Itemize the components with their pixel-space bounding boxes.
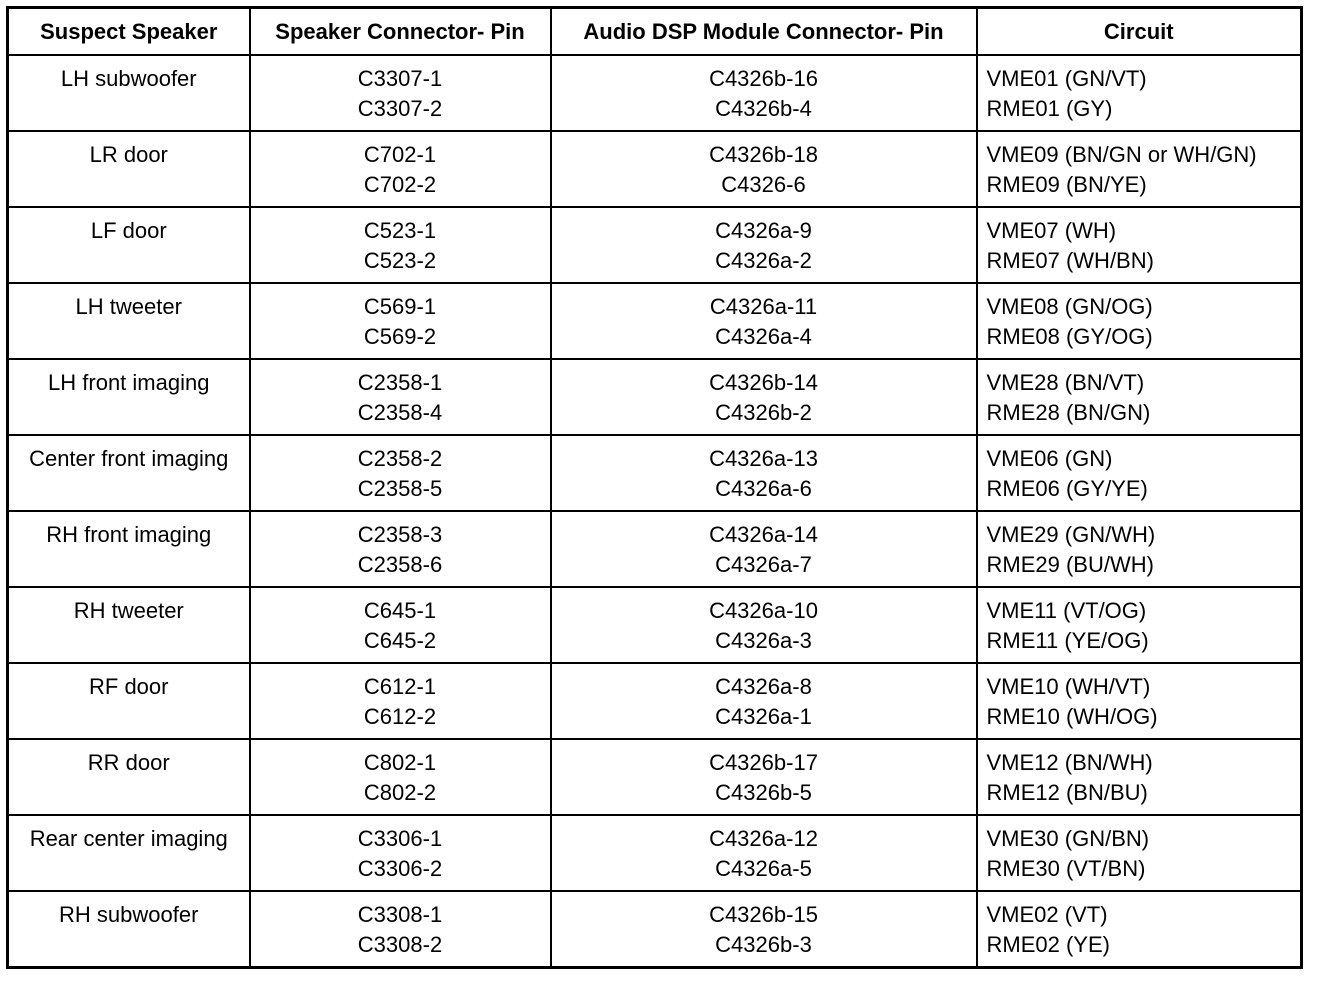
dsp-connector-pin: C4326a-3: [715, 628, 812, 653]
speaker-connector-pin: C3308-2: [357, 932, 443, 957]
header-dsp-connector-pin: Audio DSP Module Connector- Pin: [551, 8, 977, 56]
circuit-value: VME09 (BN/GN or WH/GN): [986, 142, 1257, 167]
circuit-value: RME29 (BU/WH): [986, 552, 1154, 577]
circuit-cell: [977, 587, 1302, 663]
speaker-name-cell: RH subwoofer: [8, 891, 250, 967]
speaker-connector-pin: C3307-1: [357, 66, 443, 91]
table-body: [8, 55, 1302, 967]
dsp-connector-pin: C4326b-4: [715, 96, 812, 121]
speaker-connector-pin: C645-2: [363, 628, 437, 653]
speaker-connector-pins-cell: [250, 55, 551, 131]
speaker-name-cell: RF door: [8, 663, 250, 739]
speaker-connector-pin: C802-1: [363, 750, 437, 775]
speaker-connector-pin: C645-1: [363, 598, 437, 623]
table-row: [8, 663, 1302, 739]
speaker-connector-pins-cell: [250, 207, 551, 283]
dsp-connector-pin: C4326b-5: [715, 780, 812, 805]
circuit-cell: [977, 359, 1302, 435]
speaker-name-cell: LH subwoofer: [8, 55, 250, 131]
dsp-connector-pin: C4326b-17: [709, 750, 818, 775]
speaker-connector-pins-cell: [250, 283, 551, 359]
table-row: [8, 55, 1302, 131]
circuit-value: VME30 (GN/BN): [986, 826, 1150, 851]
dsp-connector-pins-cell: [551, 739, 977, 815]
speaker-name-cell: LH tweeter: [8, 283, 250, 359]
circuit-cell: [977, 511, 1302, 587]
speaker-connector-pins-cell: [250, 739, 551, 815]
table-row: [8, 207, 1302, 283]
speaker-connector-pin: C2358-4: [357, 400, 443, 425]
speaker-name-cell: LF door: [8, 207, 250, 283]
circuit-value: RME28 (BN/GN): [986, 400, 1151, 425]
circuit-value: RME07 (WH/BN): [986, 248, 1154, 273]
circuit-value: VME07 (WH): [986, 218, 1117, 243]
speaker-connector-pins-cell: [250, 891, 551, 967]
circuit-value: VME29 (GN/WH): [986, 522, 1156, 547]
speaker-name-cell: RR door: [8, 739, 250, 815]
circuit-cell: [977, 815, 1302, 891]
speaker-name-cell: LR door: [8, 131, 250, 207]
dsp-connector-pins-cell: [551, 815, 977, 891]
speaker-connector-pin: C2358-6: [357, 552, 443, 577]
speaker-connector-pin: C3306-1: [357, 826, 443, 851]
dsp-connector-pin: C4326a-7: [715, 552, 812, 577]
speaker-connector-pin: C3306-2: [357, 856, 443, 881]
circuit-value: RME30 (VT/BN): [986, 856, 1146, 881]
circuit-cell: [977, 207, 1302, 283]
dsp-connector-pins-cell: [551, 55, 977, 131]
speaker-connector-pin: C2358-3: [357, 522, 443, 547]
dsp-connector-pin: C4326-6: [721, 172, 806, 197]
table-row: [8, 587, 1302, 663]
dsp-connector-pins-cell: [551, 359, 977, 435]
dsp-connector-pins-cell: [551, 435, 977, 511]
speaker-connector-pin: C3307-2: [357, 96, 443, 121]
table-header: [8, 8, 1302, 56]
table-row: [8, 283, 1302, 359]
speaker-connector-pins-cell: [250, 815, 551, 891]
table-row: [8, 359, 1302, 435]
dsp-connector-pins-cell: [551, 587, 977, 663]
dsp-connector-pin: C4326a-14: [709, 522, 818, 547]
circuit-value: VME06 (GN): [986, 446, 1113, 471]
dsp-connector-pin: C4326b-3: [715, 932, 812, 957]
circuit-value: RME06 (GY/YE): [986, 476, 1148, 501]
speaker-name-cell: Center front imaging: [8, 435, 250, 511]
speaker-connector-pins-cell: [250, 131, 551, 207]
speaker-name-cell: LH front imaging: [8, 359, 250, 435]
circuit-cell: [977, 891, 1302, 967]
table-row: [8, 891, 1302, 967]
speaker-connector-pin: C523-2: [363, 248, 437, 273]
dsp-connector-pins-cell: [551, 511, 977, 587]
circuit-value: RME10 (WH/OG): [986, 704, 1158, 729]
circuit-value: RME02 (YE): [986, 932, 1110, 957]
dsp-connector-pin: C4326a-2: [715, 248, 812, 273]
speaker-connector-pin: C2358-1: [357, 370, 443, 395]
table-row: [8, 435, 1302, 511]
dsp-connector-pin: C4326a-13: [709, 446, 818, 471]
speaker-name-cell: RH tweeter: [8, 587, 250, 663]
speaker-name-cell: Rear center imaging: [8, 815, 250, 891]
speaker-name-cell: RH front imaging: [8, 511, 250, 587]
dsp-connector-pin: C4326a-12: [709, 826, 818, 851]
circuit-value: RME01 (GY): [986, 96, 1113, 121]
dsp-connector-pin: C4326a-1: [715, 704, 812, 729]
speaker-connector-pin: C569-2: [363, 324, 437, 349]
speaker-connector-pin: C612-1: [363, 674, 437, 699]
dsp-connector-pin: C4326b-15: [709, 902, 818, 927]
dsp-connector-pin: C4326a-10: [709, 598, 818, 623]
dsp-connector-pin: C4326b-18: [709, 142, 818, 167]
header-speaker-connector-pin: Speaker Connector- Pin: [250, 8, 551, 56]
dsp-connector-pins-cell: [551, 891, 977, 967]
speaker-connector-pin: C702-1: [363, 142, 437, 167]
speaker-connector-pin: C702-2: [363, 172, 437, 197]
circuit-value: VME08 (GN/OG): [986, 294, 1153, 319]
circuit-value: RME11 (YE/OG): [986, 628, 1149, 653]
header-circuit: Circuit: [977, 8, 1302, 56]
dsp-connector-pin: C4326b-2: [715, 400, 812, 425]
table-row: [8, 739, 1302, 815]
circuit-cell: [977, 131, 1302, 207]
dsp-connector-pin: C4326a-11: [709, 294, 818, 319]
circuit-value: VME10 (WH/VT): [986, 674, 1151, 699]
circuit-cell: [977, 435, 1302, 511]
dsp-connector-pins-cell: [551, 283, 977, 359]
dsp-connector-pin: C4326a-4: [715, 324, 812, 349]
dsp-connector-pin: C4326b-16: [709, 66, 818, 91]
speaker-connector-pin: C523-1: [363, 218, 437, 243]
header-row: [8, 8, 1302, 56]
dsp-connector-pins-cell: [551, 131, 977, 207]
speaker-connector-pins-cell: [250, 435, 551, 511]
circuit-value: VME28 (BN/VT): [986, 370, 1145, 395]
circuit-cell: [977, 739, 1302, 815]
circuit-value: RME12 (BN/BU): [986, 780, 1148, 805]
speaker-connector-pin: C2358-5: [357, 476, 443, 501]
circuit-value: RME08 (GY/OG): [986, 324, 1153, 349]
speaker-connector-pins-cell: [250, 663, 551, 739]
circuit-value: VME01 (GN/VT): [986, 66, 1147, 91]
speaker-connector-pins-cell: [250, 511, 551, 587]
speaker-circuit-table: [6, 6, 1303, 969]
header-suspect-speaker: Suspect Speaker: [8, 8, 250, 56]
circuit-cell: [977, 55, 1302, 131]
table-row: [8, 131, 1302, 207]
speaker-connector-pin: C569-1: [363, 294, 437, 319]
circuit-value: VME11 (VT/OG): [986, 598, 1147, 623]
speaker-connector-pin: C802-2: [363, 780, 437, 805]
speaker-connector-pin: C3308-1: [357, 902, 443, 927]
speaker-connector-pins-cell: [250, 359, 551, 435]
table-row: [8, 511, 1302, 587]
circuit-value: VME12 (BN/WH): [986, 750, 1153, 775]
dsp-connector-pins-cell: [551, 207, 977, 283]
dsp-connector-pin: C4326a-5: [715, 856, 812, 881]
table-row: [8, 815, 1302, 891]
speaker-connector-pin: C2358-2: [357, 446, 443, 471]
circuit-value: VME02 (VT): [986, 902, 1108, 927]
dsp-connector-pin: C4326a-6: [715, 476, 812, 501]
circuit-cell: [977, 663, 1302, 739]
speaker-connector-pins-cell: [250, 587, 551, 663]
circuit-value: RME09 (BN/YE): [986, 172, 1147, 197]
dsp-connector-pin: C4326b-14: [709, 370, 818, 395]
circuit-cell: [977, 283, 1302, 359]
dsp-connector-pin: C4326a-9: [715, 218, 812, 243]
dsp-connector-pins-cell: [551, 663, 977, 739]
dsp-connector-pin: C4326a-8: [715, 674, 812, 699]
speaker-connector-pin: C612-2: [363, 704, 437, 729]
